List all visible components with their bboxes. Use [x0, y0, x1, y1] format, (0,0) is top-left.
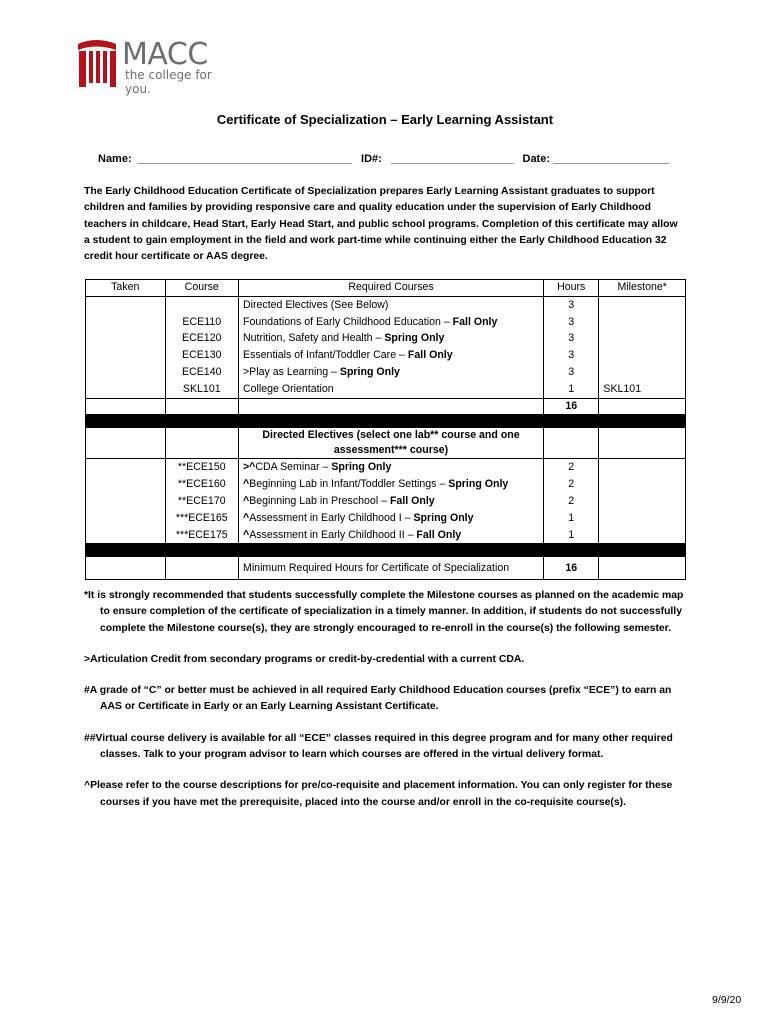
course-milestone: SKL101	[603, 382, 642, 395]
header-hours: Hours	[544, 280, 599, 297]
electives-heading-row	[86, 428, 686, 459]
header-taken: Taken	[86, 280, 166, 297]
header-milestone: Milestone*	[599, 280, 686, 297]
required-courses-block	[86, 296, 686, 398]
elective-name: ^Beginning Lab in Preschool – Fall Only	[243, 494, 435, 507]
required-total-hours: 16	[544, 398, 599, 415]
logo-name: MACC	[122, 37, 208, 72]
course-code: ECE140	[182, 365, 222, 378]
macc-logo-mark-icon	[76, 38, 118, 90]
total-empty-cell	[599, 398, 686, 415]
elective-code: ***ECE175	[175, 528, 228, 541]
course-name: Essentials of Infant/Toddler Care – Fall Only	[243, 349, 453, 362]
course-hours: 3	[568, 365, 575, 378]
required-course-hours	[544, 296, 599, 398]
course-hours: 3	[568, 298, 575, 311]
name-id-date-line: Name: ___________________________________ ID#: ____________________ Date: ___________________	[98, 153, 670, 165]
required-course-milestones	[599, 296, 686, 398]
elective-course-names	[239, 459, 544, 544]
footer-date: 9/9/20	[712, 994, 742, 1006]
course-code	[170, 297, 234, 314]
electives-empty-cell	[86, 428, 166, 459]
course-name: >Play as Learning – Spring Only	[243, 365, 400, 378]
course-name: Nutrition, Safety and Health – Spring Only	[243, 332, 445, 345]
total-empty-cell	[239, 398, 544, 415]
course-milestone	[603, 347, 681, 364]
header-course: Course	[165, 280, 238, 297]
macc-logo	[76, 37, 226, 96]
course-table	[85, 279, 686, 580]
elective-course-codes	[165, 459, 238, 544]
elective-milestone-cell	[599, 459, 686, 544]
elective-hours: 2	[568, 478, 575, 491]
elective-code: **ECE160	[177, 478, 226, 491]
intro-paragraph: The Early Childhood Education Certificate of Specialization prepares Early Learning Assistant graduates to support children and families by providing responsive care and quality education under the supervision of Early Childhood teachers in childcare, Head Start, Early Head Start, and public school programs. Completion of this certificate may allow a student to gain employment in the field and work part-time while continuing either the Early Childhood Education 32 credit hour certificate or AAS degree.	[84, 186, 678, 263]
required-course-codes	[165, 296, 238, 398]
total-empty-cell	[165, 398, 238, 415]
minimum-hours-row	[86, 557, 686, 580]
course-name: Foundations of Early Childhood Education – Fall Only	[243, 315, 498, 328]
course-hours: 3	[568, 315, 575, 328]
elective-course-hours	[544, 459, 599, 544]
course-code: ECE120	[182, 332, 222, 345]
note-prerequisite: ^Please refer to the course descriptions for pre/co-requisite and placement information. You can only register for these courses if you have met the prerequisite, placed into the course and/or enroll in the co-requisite course(s).	[84, 780, 673, 808]
course-code: ECE110	[182, 315, 222, 328]
elective-code: ***ECE165	[175, 511, 228, 524]
taken-cell	[86, 296, 166, 398]
course-hours: 3	[568, 332, 575, 345]
course-code: ECE130	[182, 349, 222, 362]
minimum-empty-cell	[165, 557, 238, 580]
required-course-names	[239, 296, 544, 398]
note-articulation: >Articulation Credit from secondary programs or credit-by-credential with a current CDA.	[84, 653, 525, 665]
elective-hours: 2	[568, 461, 575, 474]
minimum-hours-value: 16	[544, 557, 599, 580]
electives-block	[86, 459, 686, 544]
course-hours: 1	[568, 382, 575, 395]
elective-code: **ECE150	[177, 461, 226, 474]
taken-cell	[86, 459, 166, 544]
total-empty-cell	[86, 398, 166, 415]
elective-name: ^Assessment in Early Childhood II – Fall Only	[243, 528, 462, 541]
electives-empty-cell	[165, 428, 238, 459]
note-milestone: *It is strongly recommended that students successfully complete the Milestone courses as planned on the academic map to ensure completion of the certificate of specialization in a timely manner. In addition, if students do not successfully complete the Milestone course(s), they are strongly encouraged to re-enroll in the course(s) the following semester.	[84, 590, 684, 634]
elective-hours: 2	[568, 494, 575, 507]
elective-name: ^Assessment in Early Childhood I – Spring Only	[243, 511, 474, 524]
course-name: College Orientation	[243, 382, 334, 395]
separator-row	[86, 415, 686, 428]
electives-heading: Directed Electives (select one lab** course and one assessment*** course)	[239, 428, 544, 459]
separator-row	[86, 544, 686, 557]
minimum-hours-label: Minimum Required Hours for Certificate of Specialization	[239, 557, 544, 580]
course-code: SKL101	[182, 382, 221, 395]
elective-hours: 1	[568, 528, 575, 541]
elective-name: >^CDA Seminar – Spring Only	[243, 461, 392, 474]
course-name: Directed Electives (See Below)	[243, 298, 389, 311]
logo-tagline: the college for you.	[125, 68, 212, 96]
header-required-courses: Required Courses	[239, 280, 544, 297]
elective-name: ^Beginning Lab in Infant/Toddler Settings – Spring Only	[243, 478, 509, 491]
minimum-empty-cell	[599, 557, 686, 580]
elective-code: **ECE170	[177, 494, 226, 507]
note-virtual: ##Virtual course delivery is available for all “ECE” classes required in this degree program and for many other required classes. Talk to your program advisor to learn which courses are offered in the virtual delivery format.	[84, 732, 673, 761]
course-milestone	[603, 364, 681, 381]
table-header-row	[86, 280, 686, 297]
course-hours: 3	[568, 349, 575, 362]
course-milestone	[603, 314, 681, 331]
required-total-row	[86, 398, 686, 415]
notes-section	[84, 588, 694, 826]
elective-hours: 1	[568, 511, 575, 524]
course-milestone	[603, 297, 681, 314]
electives-empty-cell	[599, 428, 686, 459]
course-milestone	[603, 330, 681, 347]
electives-empty-cell	[544, 428, 599, 459]
page-title: Certificate of Specialization – Early Learning Assistant	[216, 112, 554, 127]
minimum-empty-cell	[86, 557, 166, 580]
note-grade: #A grade of “C” or better must be achieved in all required Early Childhood Education courses (prefix “ECE”) to earn an AAS or Certificate in Early or an Early Learning Assistant Certificate.	[84, 685, 672, 713]
